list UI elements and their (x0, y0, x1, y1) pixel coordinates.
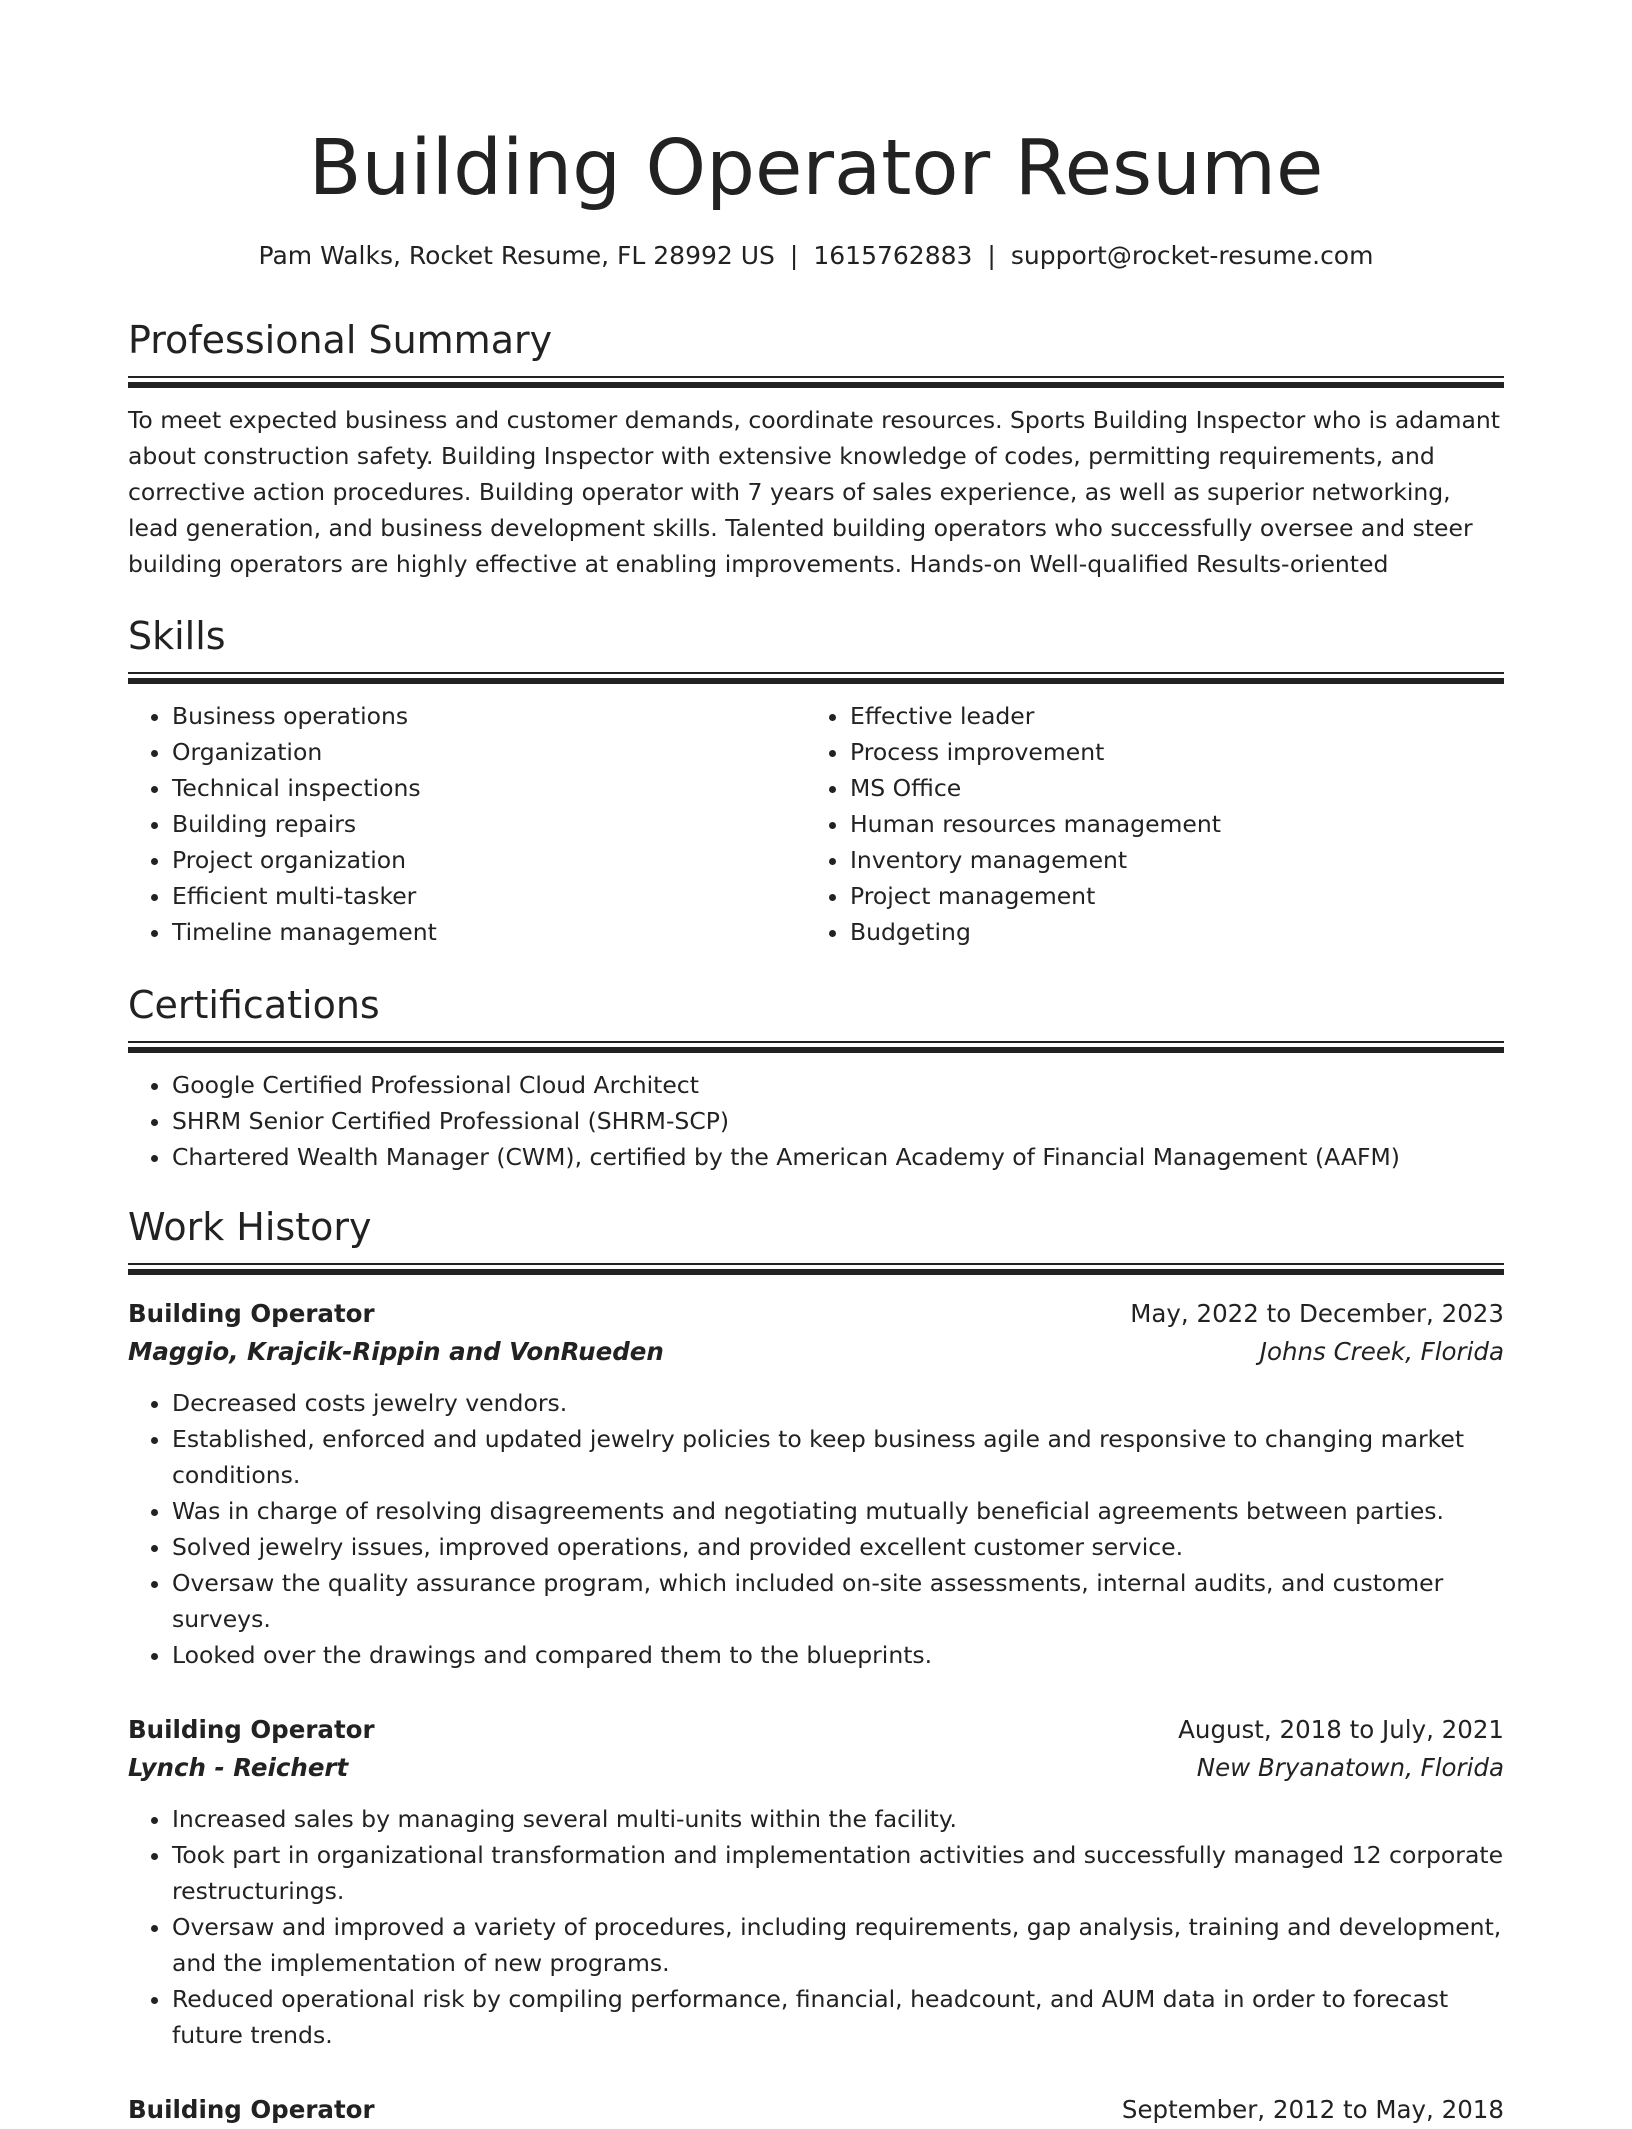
skill-item: • Efficient multi-tasker (172, 878, 806, 914)
section-divider (128, 1041, 1504, 1043)
certifications-heading: Certifications (128, 983, 380, 1027)
job-entry (128, 1711, 1504, 2053)
job-company: Maggio, Krajcik-Rippin and VonRueden (128, 1337, 664, 1366)
section-divider (128, 376, 1504, 378)
contact-separator: | (987, 241, 996, 270)
job-bullet: • Looked over the drawings and compared them to the blueprints. (172, 1637, 1504, 1673)
job-header-row (128, 1711, 1504, 1749)
skill-item: • Budgeting (850, 914, 1484, 950)
job-title: Building Operator (128, 1715, 375, 1744)
job-header-row (128, 1295, 1504, 1333)
skill-item: • Project management (850, 878, 1484, 914)
job-company: Lynch - Reichert (128, 1753, 349, 1782)
certification-item: • Chartered Wealth Manager (CWM), certified by the American Academy of Financial Management (AAFM) (172, 1139, 1504, 1175)
skills-section (128, 612, 1504, 950)
job-entry (128, 2091, 1504, 2129)
skills-columns (128, 698, 1504, 950)
skill-item: • MS Office (850, 770, 1484, 806)
section-divider (128, 1269, 1504, 1275)
section-divider (128, 678, 1504, 684)
summary-section (128, 316, 1504, 582)
section-divider (128, 382, 1504, 388)
skills-column-left (128, 698, 806, 950)
job-bullet: • Solved jewelry issues, improved operations, and provided excellent customer service. (172, 1529, 1504, 1565)
skill-item: • Technical inspections (172, 770, 806, 806)
contact-phone: 1615762883 (813, 241, 973, 270)
skills-heading: Skills (128, 614, 226, 658)
summary-text: To meet expected business and customer demands, coordinate resources. Sports Building Inspector who is adamant about construction safety. Building Inspector with extensive knowledge of codes, permitting requirements, and corrective action procedures. Building operator with 7 years of sales experience, as well as superior networking, lead generation, and business development skills. Talented building operators who successfully oversee and steer building operators are highly effective at enabling improvements. Hands-on Well-qualified Results-oriented (128, 406, 1501, 578)
job-bullet: • Reduced operational risk by compiling performance, financial, headcount, and AUM data in order to forecast future trends. (172, 1981, 1504, 2053)
job-location: New Bryanatown, Florida (1196, 1753, 1504, 1782)
certification-item: • SHRM Senior Certified Professional (SHRM-SCP) (172, 1103, 1504, 1139)
job-title: Building Operator (128, 2095, 375, 2124)
job-bullet: • Increased sales by managing several multi-units within the facility. (172, 1801, 1504, 1837)
contact-address: Pam Walks, Rocket Resume, FL 28992 US (258, 241, 775, 270)
job-bullet: • Oversaw the quality assurance program, which included on-site assessments, internal audits, and customer surveys. (172, 1565, 1504, 1637)
contact-separator: | (789, 241, 799, 270)
skill-item: • Human resources management (850, 806, 1484, 842)
section-divider (128, 672, 1504, 674)
job-dates: September, 2012 to May, 2018 (1121, 2095, 1504, 2124)
skill-item: • Building repairs (172, 806, 806, 842)
job-bullet: • Established, enforced and updated jewelry policies to keep business agile and responsive to changing market conditions. (172, 1421, 1504, 1493)
job-bullet-list (128, 1385, 1504, 1673)
job-entry (128, 1295, 1504, 1673)
job-bullet: • Was in charge of resolving disagreements and negotiating mutually beneficial agreements between parties. (172, 1493, 1504, 1529)
resume-title: Building Operator Resume (308, 124, 1324, 213)
job-company-row (128, 1333, 1504, 1371)
section-divider (128, 1047, 1504, 1053)
job-bullet: • Took part in organizational transformation and implementation activities and successfully managed 12 corporate restructurings. (172, 1837, 1504, 1909)
work-history-heading: Work History (128, 1205, 372, 1249)
skill-item: • Project organization (172, 842, 806, 878)
skill-item: • Effective leader (850, 698, 1484, 734)
skill-item: • Inventory management (850, 842, 1484, 878)
certification-list (128, 1067, 1504, 1175)
certifications-section (128, 981, 1504, 1175)
job-bullet: • Decreased costs jewelry vendors. (172, 1385, 1504, 1421)
certification-item: • Google Certified Professional Cloud Architect (172, 1067, 1504, 1103)
job-dates: August, 2018 to July, 2021 (1178, 1715, 1504, 1744)
work-history-section (128, 1203, 1504, 1275)
job-header-row (128, 2091, 1504, 2129)
job-bullet-list (128, 1801, 1504, 2053)
job-title: Building Operator (128, 1299, 375, 1328)
job-company-row (128, 1749, 1504, 1787)
skill-item: • Business operations (172, 698, 806, 734)
job-location: Johns Creek, Florida (1259, 1337, 1504, 1366)
section-divider (128, 1263, 1504, 1265)
job-bullet: • Oversaw and improved a variety of procedures, including requirements, gap analysis, training and development, and the implementation of new programs. (172, 1909, 1504, 1981)
skill-item: • Process improvement (850, 734, 1484, 770)
summary-heading: Professional Summary (128, 318, 553, 362)
job-dates: May, 2022 to December, 2023 (1130, 1299, 1504, 1328)
skill-item: • Timeline management (172, 914, 806, 950)
contact-email[interactable]: support@rocket-resume.com (1010, 241, 1374, 270)
skills-column-right (806, 698, 1484, 950)
contact-line (128, 238, 1504, 274)
skill-item: • Organization (172, 734, 806, 770)
